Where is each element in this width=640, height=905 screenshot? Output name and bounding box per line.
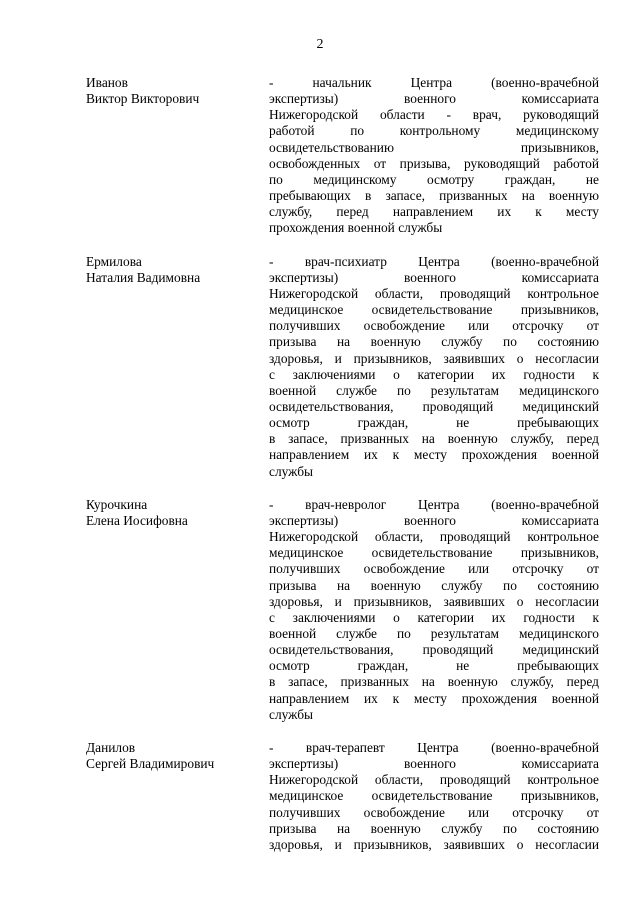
commission-member-list	[0, 58, 640, 853]
description-line: здоровья, и призывников, заявивших о несогласии	[269, 836, 599, 852]
description-line: службы	[269, 706, 314, 722]
member-name	[86, 740, 256, 772]
member-entry	[0, 740, 640, 853]
description-line: направлением их к месту прохождения военной	[269, 447, 599, 463]
description-line: здоровья, и призывников, заявивших о несогласии	[269, 350, 599, 366]
description-line: призыва на военную службу по состоянию	[269, 334, 599, 350]
description-line: медицинское освидетельствование призывников,	[269, 545, 599, 561]
member-entry	[0, 497, 640, 723]
member-surname: Иванов	[86, 75, 128, 90]
description-line: в запасе, призванных на военную службу, перед	[269, 674, 599, 690]
member-surname: Курочкина	[86, 496, 148, 512]
description-line: - врач-терапевт Центра (военно-врачебной	[269, 739, 599, 755]
description-line: направлением их к месту прохождения военной	[269, 690, 599, 706]
member-position-description	[269, 740, 599, 853]
description-line: Нижегородской области - врач, руководящий	[269, 107, 599, 123]
member-entry	[0, 75, 640, 237]
description-line: экспертизы) военного комиссариата	[269, 512, 599, 528]
description-line: военной службе по результатам медицинского	[269, 626, 599, 641]
member-position-description	[269, 497, 599, 723]
member-name	[86, 75, 256, 107]
member-position-description	[269, 75, 599, 237]
member-given-names: Елена Иосифовна	[86, 512, 188, 528]
member-position-description	[269, 254, 599, 480]
description-line: - начальник Центра (военно-врачебной	[269, 75, 599, 90]
description-line: призыва на военную службу по состоянию	[269, 820, 599, 836]
description-line: прохождения военной службы	[269, 220, 443, 236]
member-name	[86, 254, 256, 286]
description-line: Нижегородской области, проводящий контрольное	[269, 529, 599, 545]
member-given-names: Сергей Владимирович	[86, 756, 215, 772]
member-name	[86, 497, 256, 529]
description-line: получивших освобождение или отсрочку от	[269, 561, 599, 577]
description-line: - врач-психиатр Центра (военно-врачебной	[269, 253, 599, 269]
description-line: осмотр граждан, не пребывающих	[269, 658, 599, 674]
description-line: Нижегородской области, проводящий контрольное	[269, 772, 599, 788]
description-line: освидетельствования, проводящий медицинский	[269, 642, 599, 658]
page-number: 2	[316, 37, 324, 52]
description-line: службы	[269, 463, 314, 479]
description-line: в запасе, призванных на военную службу, перед	[269, 431, 599, 447]
description-line: - врач-невролог Центра (военно-врачебной	[269, 496, 599, 512]
description-line: экспертизы) военного комиссариата	[269, 91, 599, 107]
member-entry	[0, 254, 640, 480]
description-line: экспертизы) военного комиссариата	[269, 269, 599, 285]
description-line: осмотр граждан, не пребывающих	[269, 415, 599, 431]
description-line: с заключениями о категории их годности к	[269, 609, 599, 625]
member-surname: Ермилова	[86, 253, 142, 269]
description-line: экспертизы) военного комиссариата	[269, 756, 599, 772]
description-line: освидетельствованию призывников,	[269, 139, 599, 155]
description-line: освобожденных от призыва, руководящий работой	[269, 155, 599, 171]
description-line: призыва на военную службу по состоянию	[269, 577, 599, 593]
description-line: с заключениями о категории их годности к	[269, 366, 599, 382]
description-line: службу, перед направлением их к месту	[269, 204, 599, 220]
description-line: медицинское освидетельствование призывников,	[269, 788, 599, 804]
description-line: пребывающих в запасе, призванных на военную	[269, 188, 599, 204]
description-line: получивших освобождение или отсрочку от	[269, 318, 599, 334]
description-line: военной службе по результатам медицинского	[269, 382, 599, 398]
description-line: здоровья, и призывников, заявивших о несогласии	[269, 593, 599, 609]
member-given-names: Виктор Викторович	[86, 91, 200, 107]
description-line: получивших освобождение или отсрочку от	[269, 804, 599, 820]
description-line: Нижегородской области, проводящий контрольное	[269, 285, 599, 301]
description-line: работой по контрольному медицинскому	[269, 123, 599, 139]
member-surname: Данилов	[86, 739, 136, 755]
description-line: по медицинскому осмотру граждан, не	[269, 171, 599, 187]
description-line: медицинское освидетельствование призывников,	[269, 302, 599, 318]
description-line: освидетельствования, проводящий медицинский	[269, 398, 599, 414]
member-given-names: Наталия Вадимовна	[86, 269, 201, 285]
